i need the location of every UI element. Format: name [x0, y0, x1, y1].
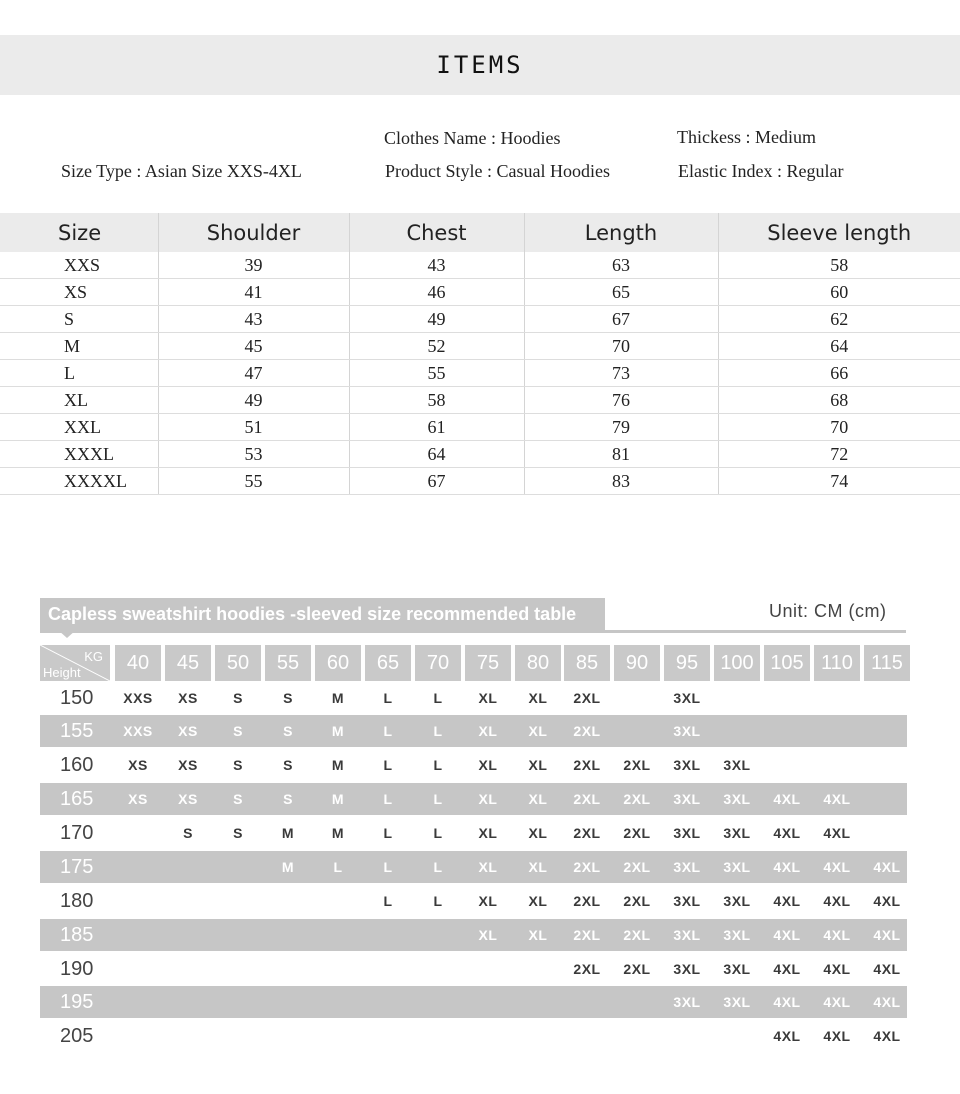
size-recommendation: 2XL — [573, 825, 601, 841]
size-recommendation: L — [383, 859, 393, 875]
weight-header: 65 — [365, 645, 411, 681]
size-recommendation: S — [283, 791, 293, 807]
size-recommendation: S — [233, 825, 243, 841]
recommend-row — [40, 715, 907, 747]
elastic-index-info: Elastic Index : Regular — [678, 161, 844, 181]
size-recommendation: 4XL — [873, 1028, 901, 1044]
cell-shoulder: 45 — [158, 333, 349, 360]
height-label: 190 — [60, 958, 94, 980]
weight-header: 75 — [465, 645, 511, 681]
size-recommendation: XXS — [123, 690, 153, 706]
size-recommendation: 3XL — [673, 893, 701, 909]
clothes-name-info: Clothes Name : Hoodies — [384, 128, 561, 148]
table-row — [0, 252, 960, 279]
height-label: 150 — [60, 687, 94, 709]
recommend-row — [40, 919, 907, 951]
height-label: 165 — [60, 788, 94, 810]
size-recommendation: 2XL — [623, 927, 651, 943]
cell-length: 81 — [524, 441, 718, 468]
size-recommendation: XL — [478, 791, 498, 807]
recommend-row — [40, 851, 907, 883]
size-recommendation: 2XL — [573, 757, 601, 773]
size-recommendation: M — [281, 825, 295, 841]
weight-header: 90 — [614, 645, 660, 681]
weight-header: 40 — [115, 645, 161, 681]
cell-sleeve-length: 66 — [718, 360, 960, 387]
cell-sleeve-length: 60 — [718, 279, 960, 306]
recommend-row — [40, 783, 907, 815]
size-recommendation: S — [183, 825, 193, 841]
size-recommendation: XL — [528, 690, 548, 706]
cell-length: 83 — [524, 468, 718, 495]
size-recommendation: XL — [478, 893, 498, 909]
cell-shoulder: 53 — [158, 441, 349, 468]
cell-length: 65 — [524, 279, 718, 306]
size-recommendation: S — [233, 791, 243, 807]
size-recommendation: 3XL — [723, 859, 751, 875]
thickness-info: Thickess : Medium — [677, 127, 816, 147]
size-recommendation: XS — [178, 723, 198, 739]
size-recommendation: S — [233, 757, 243, 773]
size-recommendation: 4XL — [873, 927, 901, 943]
size-recommendation: 4XL — [873, 994, 901, 1010]
size-recommendation: 3XL — [673, 859, 701, 875]
header-length: Length — [524, 213, 718, 252]
size-recommendation: 4XL — [873, 859, 901, 875]
size-recommendation: 3XL — [723, 927, 751, 943]
cell-size: XXS — [0, 252, 158, 279]
size-recommendation: L — [433, 825, 443, 841]
recommend-banner-notch — [58, 630, 76, 638]
size-recommendation: 2XL — [623, 825, 651, 841]
size-recommendation: XL — [478, 927, 498, 943]
size-recommendation: 2XL — [623, 859, 651, 875]
height-label: 205 — [60, 1025, 94, 1047]
size-recommendation: XL — [478, 825, 498, 841]
size-recommendation: 3XL — [723, 961, 751, 977]
cell-size: M — [0, 333, 158, 360]
cell-shoulder: 47 — [158, 360, 349, 387]
cell-chest: 67 — [349, 468, 524, 495]
size-recommendation: 4XL — [873, 893, 901, 909]
cell-size: L — [0, 360, 158, 387]
cell-size: XXL — [0, 414, 158, 441]
size-recommendation: 2XL — [573, 961, 601, 977]
size-recommendation: M — [281, 859, 295, 875]
height-label: 185 — [60, 924, 94, 946]
size-recommendation: S — [283, 757, 293, 773]
cell-shoulder: 39 — [158, 252, 349, 279]
cell-size: XXXL — [0, 441, 158, 468]
size-recommendation: XL — [528, 723, 548, 739]
size-recommendation: L — [383, 690, 393, 706]
size-recommendation: L — [433, 859, 443, 875]
size-recommendation: XL — [478, 859, 498, 875]
size-recommendation: XL — [528, 757, 548, 773]
header-sleeve-length: Sleeve length — [718, 213, 960, 252]
table-row — [0, 414, 960, 441]
size-recommendation: M — [331, 791, 345, 807]
size-recommendation: 3XL — [673, 927, 701, 943]
size-recommendation: XS — [128, 791, 148, 807]
size-recommendation: L — [333, 859, 343, 875]
size-recommendation: XS — [128, 757, 148, 773]
cell-shoulder: 49 — [158, 387, 349, 414]
cell-chest: 64 — [349, 441, 524, 468]
cell-chest: 49 — [349, 306, 524, 333]
weight-header: 85 — [564, 645, 610, 681]
table-row — [0, 306, 960, 333]
cell-length: 76 — [524, 387, 718, 414]
cell-sleeve-length: 64 — [718, 333, 960, 360]
table-corner-cell — [40, 645, 110, 681]
cell-sleeve-length: 58 — [718, 252, 960, 279]
size-recommendation: 4XL — [823, 927, 851, 943]
size-recommendation: 4XL — [823, 825, 851, 841]
recommend-row — [40, 817, 907, 849]
size-recommendation: 2XL — [573, 927, 601, 943]
cell-size: S — [0, 306, 158, 333]
size-recommendation: XXS — [123, 723, 153, 739]
height-label: 175 — [60, 856, 94, 878]
size-recommendation: 3XL — [673, 994, 701, 1010]
size-recommendation: L — [383, 825, 393, 841]
size-recommendation: XL — [528, 825, 548, 841]
size-recommendation: XL — [528, 927, 548, 943]
size-measurement-table — [0, 213, 960, 495]
size-recommendation: XL — [528, 791, 548, 807]
cell-shoulder: 43 — [158, 306, 349, 333]
table-row — [0, 387, 960, 414]
cell-chest: 52 — [349, 333, 524, 360]
size-recommendation: XL — [528, 859, 548, 875]
recommend-title-banner: Capless sweatshirt hoodies -sleeved size recommended table — [40, 598, 605, 630]
cell-size: XS — [0, 279, 158, 306]
size-recommendation: L — [383, 893, 393, 909]
cell-shoulder: 41 — [158, 279, 349, 306]
size-recommendation: M — [331, 690, 345, 706]
cell-shoulder: 55 — [158, 468, 349, 495]
size-table-body — [0, 252, 960, 495]
height-label: 155 — [60, 720, 94, 742]
size-recommendation: 3XL — [673, 690, 701, 706]
size-type-info: Size Type : Asian Size XXS-4XL — [61, 161, 302, 181]
size-recommendation: 4XL — [773, 859, 801, 875]
weight-header: 80 — [515, 645, 561, 681]
size-recommendation: L — [433, 723, 443, 739]
size-recommendation: 3XL — [723, 757, 751, 773]
size-recommendation: S — [233, 723, 243, 739]
size-recommendation: S — [233, 690, 243, 706]
size-recommendation: 4XL — [773, 791, 801, 807]
product-style-info: Product Style : Casual Hoodies — [385, 161, 610, 181]
cell-length: 73 — [524, 360, 718, 387]
table-row — [0, 468, 960, 495]
size-recommendation: 2XL — [573, 893, 601, 909]
recommend-row — [40, 1020, 907, 1052]
size-recommendation: 2XL — [623, 757, 651, 773]
weight-header: 70 — [415, 645, 461, 681]
cell-chest: 43 — [349, 252, 524, 279]
size-recommendation: 4XL — [773, 893, 801, 909]
size-recommendation: 4XL — [823, 893, 851, 909]
size-recommendation: L — [433, 893, 443, 909]
size-recommendation: L — [433, 791, 443, 807]
size-recommendation: L — [383, 791, 393, 807]
header-shoulder: Shoulder — [158, 213, 349, 252]
cell-sleeve-length: 72 — [718, 441, 960, 468]
cell-sleeve-length: 62 — [718, 306, 960, 333]
cell-chest: 46 — [349, 279, 524, 306]
header-chest: Chest — [349, 213, 524, 252]
weight-header: 100 — [714, 645, 760, 681]
recommend-row — [40, 749, 907, 781]
size-recommendation: M — [331, 723, 345, 739]
cell-size: XL — [0, 387, 158, 414]
cell-length: 63 — [524, 252, 718, 279]
cell-sleeve-length: 74 — [718, 468, 960, 495]
size-recommendation: 4XL — [873, 961, 901, 977]
size-recommendation: 2XL — [573, 859, 601, 875]
cell-size: XXXXL — [0, 468, 158, 495]
size-recommendation: 3XL — [673, 825, 701, 841]
size-recommendation: L — [433, 757, 443, 773]
recommend-row — [40, 953, 907, 985]
size-recommendation: XS — [178, 791, 198, 807]
height-label: 160 — [60, 754, 94, 776]
size-recommendation: M — [331, 825, 345, 841]
cell-sleeve-length: 70 — [718, 414, 960, 441]
size-recommendation: M — [331, 757, 345, 773]
size-recommendation: XL — [528, 893, 548, 909]
weight-header: 55 — [265, 645, 311, 681]
size-recommendation: 3XL — [723, 791, 751, 807]
cell-chest: 55 — [349, 360, 524, 387]
size-recommendation: L — [433, 690, 443, 706]
unit-label: Unit: CM (cm) — [769, 601, 887, 621]
size-recommendation: L — [383, 757, 393, 773]
size-recommendation: 2XL — [573, 690, 601, 706]
recommend-divider — [40, 630, 906, 633]
weight-header: 45 — [165, 645, 211, 681]
size-recommendation: 3XL — [673, 961, 701, 977]
size-recommendation: 3XL — [723, 893, 751, 909]
size-recommendation: 3XL — [673, 791, 701, 807]
size-recommendation: 3XL — [673, 757, 701, 773]
items-header-band — [0, 35, 960, 95]
size-recommendation: XL — [478, 757, 498, 773]
height-label: 180 — [60, 890, 94, 912]
size-recommendation: 3XL — [673, 723, 701, 739]
cell-shoulder: 51 — [158, 414, 349, 441]
corner-kg-label: KG — [84, 649, 103, 664]
recommend-row — [40, 885, 907, 917]
corner-height-label: Height — [43, 665, 81, 680]
weight-header: 60 — [315, 645, 361, 681]
size-recommendation: S — [283, 690, 293, 706]
size-recommendation: 4XL — [823, 994, 851, 1010]
recommend-row — [40, 682, 907, 714]
size-recommendation: L — [383, 723, 393, 739]
size-recommendation: XL — [478, 723, 498, 739]
size-recommendation: 2XL — [623, 893, 651, 909]
size-recommendation: 4XL — [823, 1028, 851, 1044]
size-recommendation: 2XL — [623, 791, 651, 807]
weight-header: 50 — [215, 645, 261, 681]
weight-header: 105 — [764, 645, 810, 681]
cell-sleeve-length: 68 — [718, 387, 960, 414]
size-recommendation: 4XL — [773, 1028, 801, 1044]
size-recommendation: 2XL — [573, 723, 601, 739]
size-recommendation: 2XL — [623, 961, 651, 977]
cell-length: 79 — [524, 414, 718, 441]
weight-header: 95 — [664, 645, 710, 681]
size-table-header-row — [0, 213, 960, 252]
table-row — [0, 441, 960, 468]
size-recommendation: 4XL — [823, 859, 851, 875]
size-recommendation: XS — [178, 757, 198, 773]
size-recommendation: S — [283, 723, 293, 739]
size-recommendation: 4XL — [773, 961, 801, 977]
cell-chest: 61 — [349, 414, 524, 441]
height-label: 170 — [60, 822, 94, 844]
size-recommendation: 2XL — [573, 791, 601, 807]
size-recommendation: XS — [178, 690, 198, 706]
size-recommendation: 3XL — [723, 994, 751, 1010]
size-recommendation: 3XL — [723, 825, 751, 841]
table-row — [0, 360, 960, 387]
size-recommendation: 4XL — [823, 791, 851, 807]
page-title: ITEMS — [436, 51, 524, 79]
height-label: 195 — [60, 991, 94, 1013]
recommend-row — [40, 986, 907, 1018]
weight-header: 115 — [864, 645, 910, 681]
size-recommendation: 4XL — [773, 994, 801, 1010]
cell-length: 70 — [524, 333, 718, 360]
size-recommendation: 4XL — [773, 927, 801, 943]
header-size: Size — [0, 213, 158, 252]
table-row — [0, 279, 960, 306]
size-recommendation: XL — [478, 690, 498, 706]
size-recommendation: 4XL — [823, 961, 851, 977]
size-recommendation: 4XL — [773, 825, 801, 841]
weight-header: 110 — [814, 645, 860, 681]
cell-chest: 58 — [349, 387, 524, 414]
cell-length: 67 — [524, 306, 718, 333]
table-row — [0, 333, 960, 360]
